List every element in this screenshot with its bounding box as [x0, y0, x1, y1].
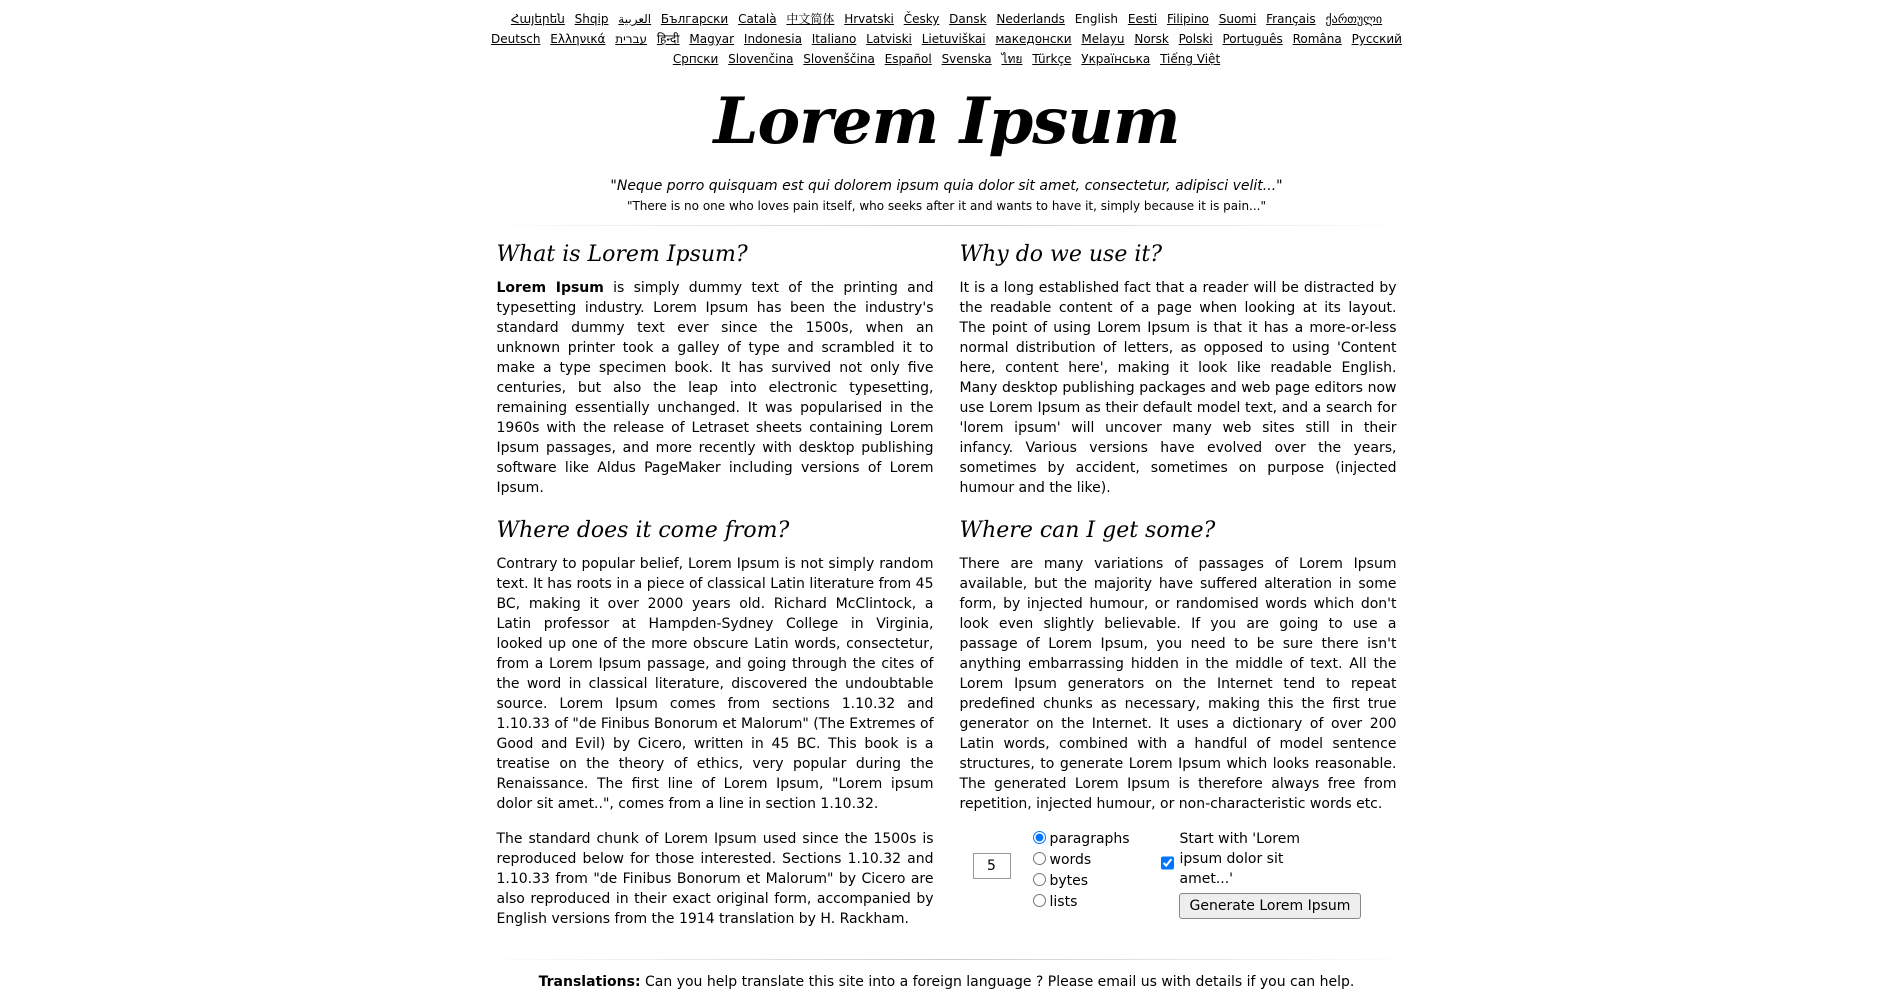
language-link[interactable]: Italiano: [811, 32, 857, 46]
divider: [477, 225, 1417, 226]
start-with-label[interactable]: Start with 'Lorem ipsum dolor sit amet...': [1179, 831, 1300, 887]
section-where-get: [960, 516, 1397, 814]
language-link[interactable]: ไทย: [1001, 52, 1023, 66]
footer: [477, 974, 1417, 990]
page-container: [477, 0, 1417, 990]
language-link[interactable]: עברית: [615, 32, 648, 46]
language-link[interactable]: Eesti: [1127, 12, 1158, 26]
section-body: is simply dummy text of the printing and typesetting industry. Lorem Ipsum has been the industry's standard dummy text ever since the 1500s, when an unknown printer took a galley of type and scrambled it to make a type specimen book. It has survived not only five centuries, but also the leap into electronic typesetting, remaining essentially unchanged. It was popularised in the 1960s with the release of Letraset sheets containing Lorem Ipsum passages, and more recently with desktop publishing software like Aldus PageMaker including versions of Lorem Ipsum.: [496, 280, 934, 496]
language-bar: [487, 0, 1407, 69]
left-column: [497, 240, 934, 947]
language-link[interactable]: Türkçe: [1032, 52, 1072, 66]
amount-wrap: [960, 829, 1033, 919]
option-paragraphs[interactable]: [1033, 829, 1161, 850]
language-link[interactable]: Melayu: [1081, 32, 1125, 46]
section-heading: Where can I get some?: [959, 518, 1216, 543]
language-link[interactable]: Magyar: [689, 32, 735, 46]
language-link[interactable]: Indonesia: [743, 32, 802, 46]
option-radio[interactable]: [1033, 852, 1046, 865]
amount-input[interactable]: [973, 853, 1011, 879]
language-link[interactable]: македонски: [995, 32, 1072, 46]
section-where-from: [497, 516, 934, 929]
language-link[interactable]: Suomi: [1218, 12, 1257, 26]
language-link[interactable]: Svenska: [941, 52, 992, 66]
section-text: The standard chunk of Lorem Ipsum used since the 1500s is reproduced below for those interested. Sections 1.10.32 and 1.10.33 from "de Finibus Bonorum et Malorum" by Cicero are also reproduced in their exact original form, accompanied by English versions from the 1914 translation by H. Rackham.: [496, 831, 934, 927]
language-link[interactable]: Slovenčina: [728, 52, 794, 66]
section-text: It is a long established fact that a reader will be distracted by the readable content of a page when looking at its layout. The point of using Lorem Ipsum is that it has a more-or-less normal distribution of letters, as opposed to using 'Content here, content here', making it look like readable English. Many desktop publishing packages and web page editors now use Lorem Ipsum as their default model text, and a search for 'lorem ipsum' will uncover many web sites still in their infancy. Various versions have evolved over the years, sometimes by accident, sometimes on purpose (injected humour and the like).: [959, 280, 1397, 496]
language-link[interactable]: 中文简体: [786, 12, 835, 26]
footer-label: Translations:: [538, 974, 641, 990]
language-link[interactable]: हिन्दी: [656, 32, 680, 46]
section-text: Contrary to popular belief, Lorem Ipsum is not simply random text. It has roots in a piece of classical Latin literature from 45 BC, making it over 2000 years old. Richard McClintock, a Latin professor at Hampden-Sydney College in Virginia, looked up one of the more obscure Latin words, consectetur, from a Lorem Ipsum passage, and going through the cites of the word in classical literature, discovered the undoubtable source. Lorem Ipsum comes from sections 1.10.32 and 1.10.33 of "de Finibus Bonorum et Malorum" (The Extremes of Good and Evil) by Cicero, written in 45 BC. This book is a treatise on the theory of ethics, very popular during the Renaissance. The first line of Lorem Ipsum, "Lorem ipsum dolor sit amet..", comes from a line in section 1.10.32.: [496, 556, 934, 812]
language-link[interactable]: Româna: [1292, 32, 1342, 46]
option-lists[interactable]: [1033, 892, 1161, 913]
option-label: paragraphs: [1049, 831, 1130, 847]
language-link[interactable]: Filipino: [1166, 12, 1209, 26]
option-bytes[interactable]: [1033, 871, 1161, 892]
language-link[interactable]: Nederlands: [996, 12, 1065, 26]
language-link[interactable]: Dansk: [949, 12, 987, 26]
english-quote: "There is no one who loves pain itself, who seeks after it and wants to have it, simply because it is pain...": [626, 199, 1267, 213]
language-link[interactable]: Հայերեն: [510, 12, 565, 26]
language-link[interactable]: Català: [738, 12, 777, 26]
option-label: lists: [1049, 894, 1078, 910]
divider: [477, 959, 1417, 960]
bold-term: Lorem Ipsum: [496, 280, 604, 296]
language-link[interactable]: ქართული: [1325, 12, 1383, 26]
generator-form: [960, 829, 1397, 919]
language-link[interactable]: العربية: [618, 12, 652, 26]
language-link[interactable]: Slovenščina: [803, 52, 875, 66]
section-heading: Why do we use it?: [959, 242, 1163, 267]
language-link[interactable]: Български: [660, 12, 729, 26]
option-radio[interactable]: [1033, 831, 1046, 844]
language-link[interactable]: Latviski: [866, 32, 912, 46]
language-link: English: [1074, 12, 1119, 26]
section-text: [497, 278, 934, 498]
page-title: Lorem Ipsum: [713, 84, 1180, 159]
language-link[interactable]: Српски: [672, 52, 719, 66]
section-heading: What is Lorem Ipsum?: [496, 242, 748, 267]
option-words[interactable]: [1033, 850, 1161, 871]
footer-text: Can you help translate this site into a foreign language ? Please email us with details if you can help.: [640, 974, 1355, 990]
language-link[interactable]: Español: [884, 52, 932, 66]
language-link[interactable]: Lietuviškai: [921, 32, 986, 46]
option-radio[interactable]: [1033, 894, 1046, 907]
section-what: [497, 240, 934, 498]
content-columns: [477, 240, 1417, 947]
section-text: There are many variations of passages of Lorem Ipsum available, but the majority have suffered alteration in some form, by injected humour, or randomised words which don't look even slightly believable. If you are going to use a passage of Lorem Ipsum, you need to be sure there isn't anything embarrassing hidden in the middle of text. All the Lorem Ipsum generators on the Internet tend to repeat predefined chunks as necessary, making this the first true generator on the Internet. It uses a dictionary of over 200 Latin words, combined with a handful of model sentence structures, to generate Lorem Ipsum which looks reasonable. The generated Lorem Ipsum is therefore always free from repetition, injected humour, or non-characteristic words etc.: [959, 556, 1397, 812]
language-link[interactable]: Pyccкий: [1351, 32, 1402, 46]
language-link[interactable]: Norsk: [1134, 32, 1169, 46]
right-column: [960, 240, 1397, 947]
language-link[interactable]: Українська: [1081, 52, 1151, 66]
language-link[interactable]: Tiếng Việt: [1160, 52, 1221, 66]
start-with-option[interactable]: [1161, 829, 1362, 889]
section-why: [960, 240, 1397, 498]
language-link[interactable]: Česky: [903, 12, 940, 26]
language-link[interactable]: Português: [1222, 32, 1283, 46]
generator-right: [1161, 829, 1362, 919]
section-heading: Where does it come from?: [496, 518, 790, 543]
option-label: bytes: [1049, 873, 1089, 889]
unit-options: [1033, 829, 1161, 919]
generate-button[interactable]: Generate Lorem Ipsum: [1179, 893, 1362, 919]
language-link[interactable]: Polski: [1178, 32, 1213, 46]
language-link[interactable]: Hrvatski: [844, 12, 894, 26]
language-link[interactable]: Deutsch: [491, 32, 541, 46]
option-radio[interactable]: [1033, 873, 1046, 886]
language-link[interactable]: Ελληνικά: [550, 32, 606, 46]
start-with-checkbox[interactable]: [1161, 837, 1174, 889]
latin-quote: "Neque porro quisquam est qui dolorem ipsum quia dolor sit amet, consectetur, adipisci velit...": [610, 178, 1283, 194]
language-link[interactable]: Shqip: [574, 12, 609, 26]
option-label: words: [1049, 852, 1092, 868]
language-link[interactable]: Français: [1266, 12, 1316, 26]
